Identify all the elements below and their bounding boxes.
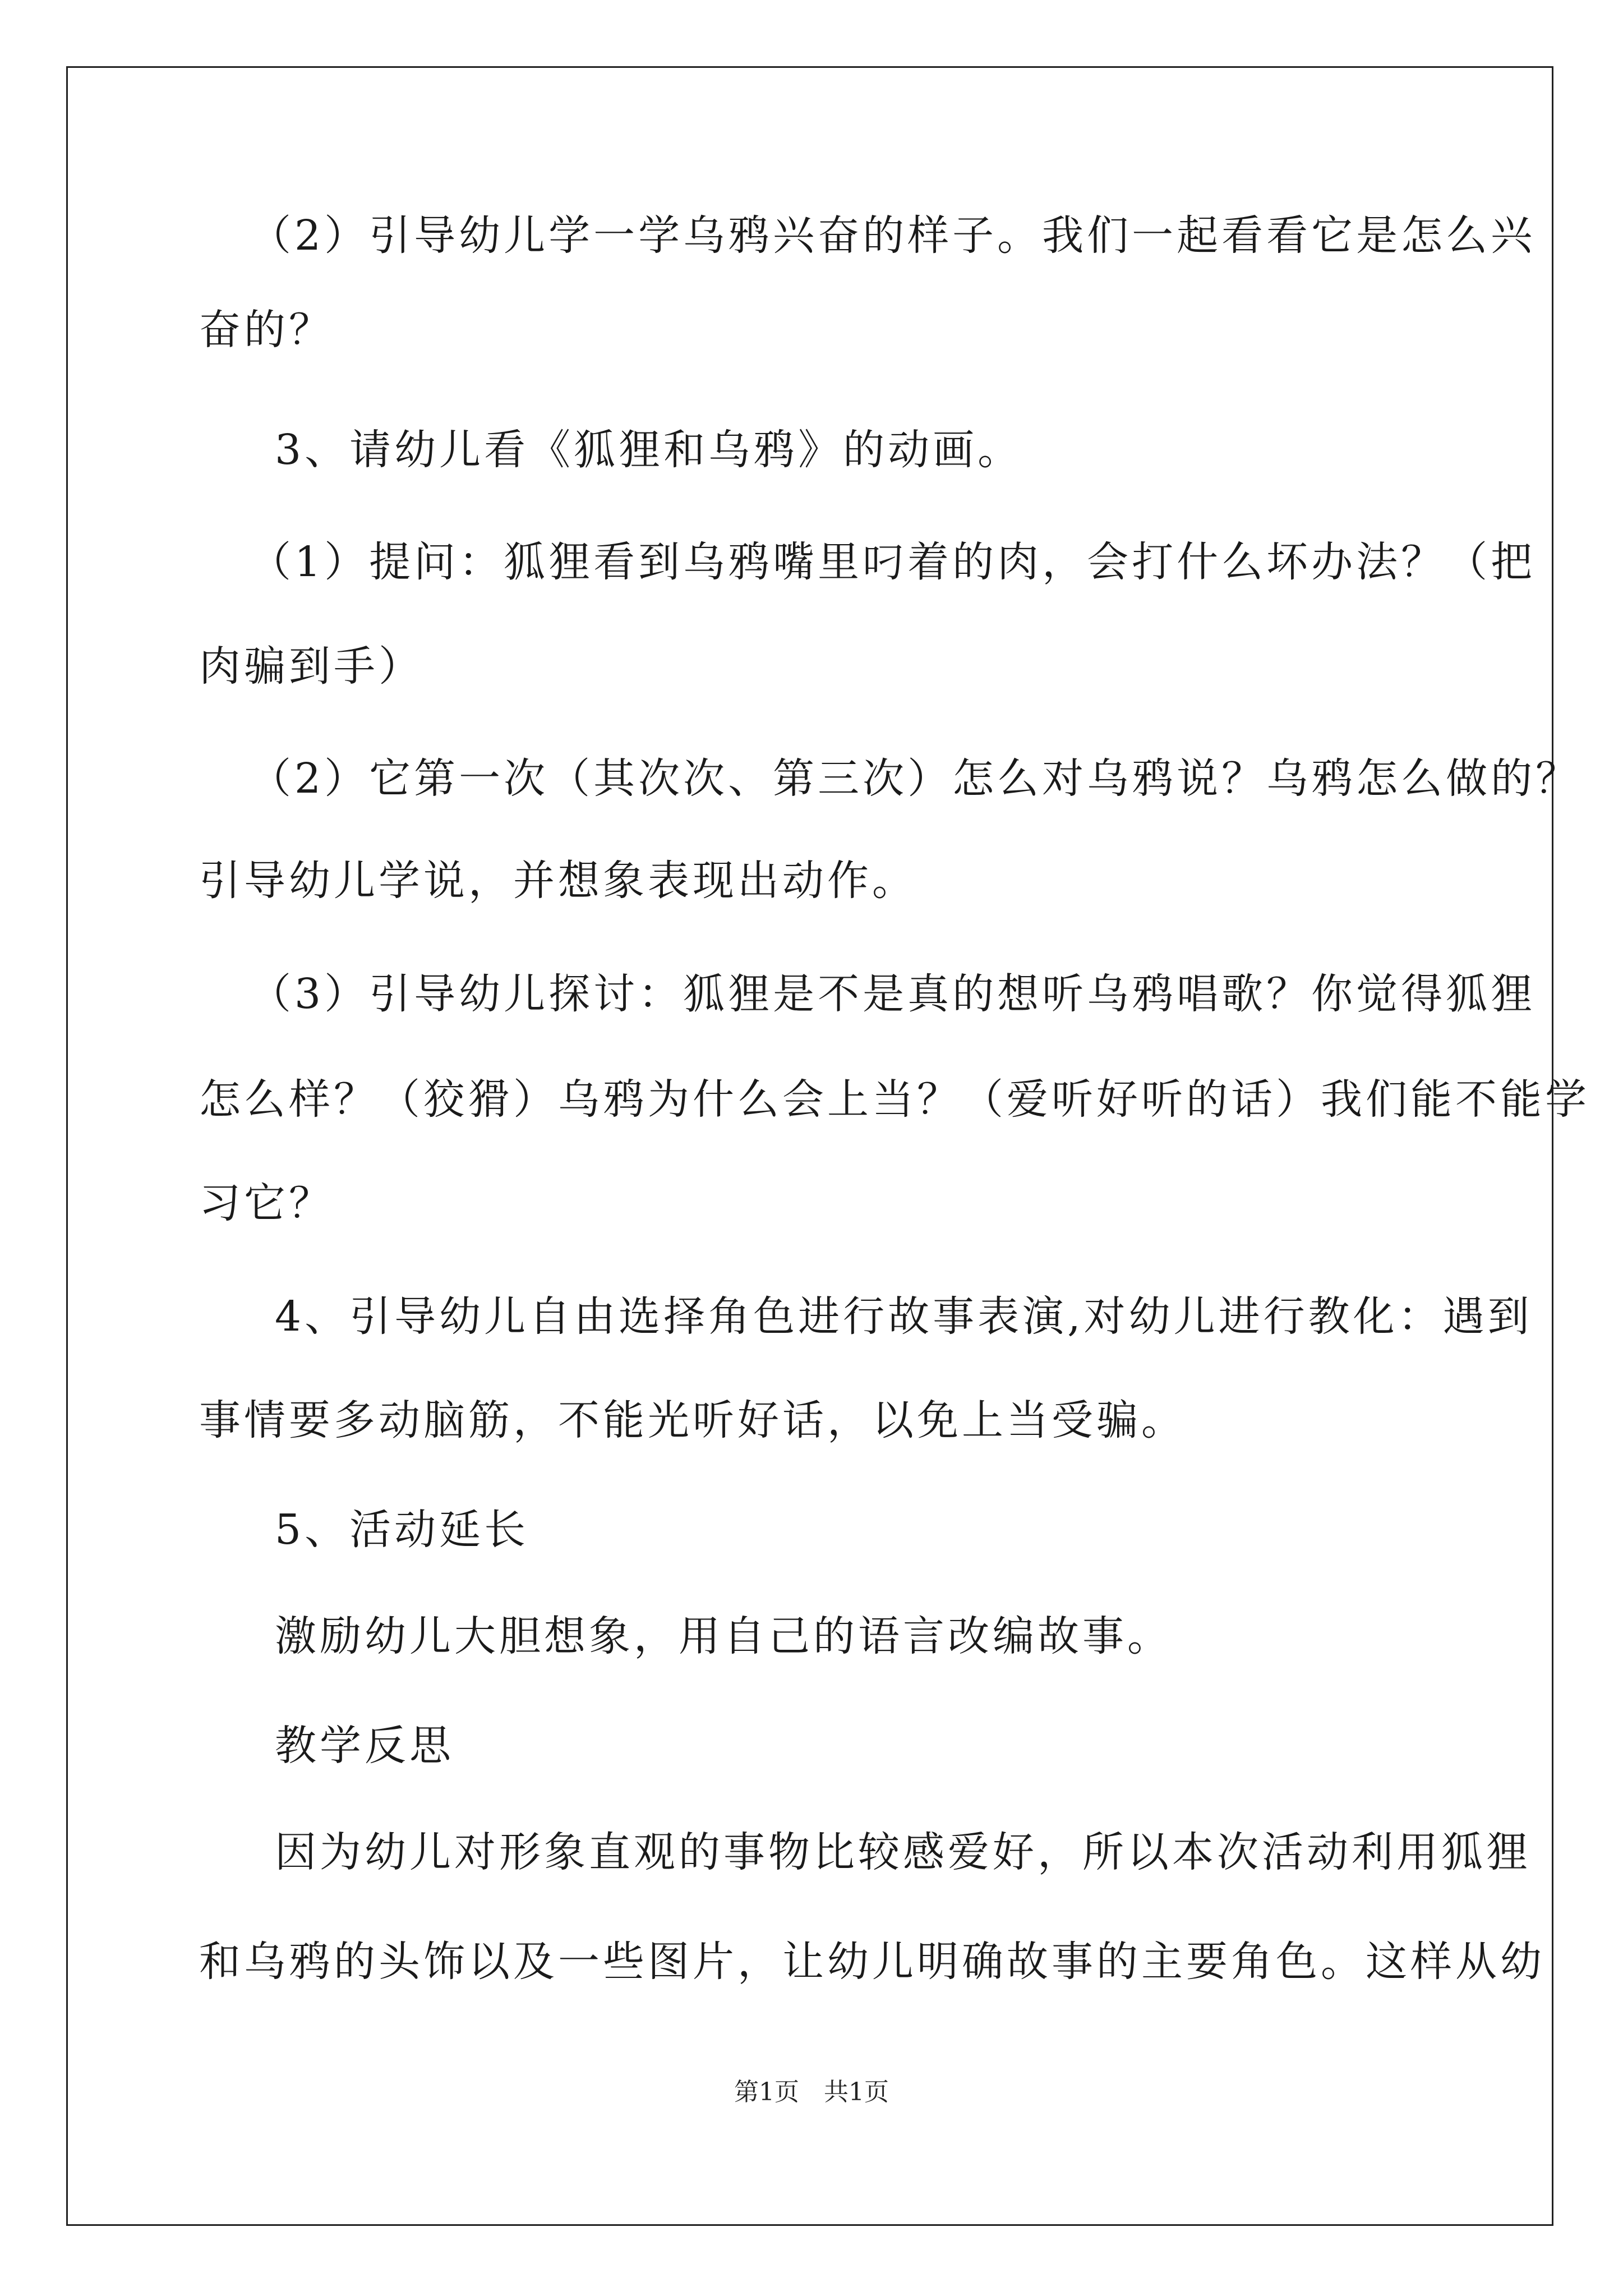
text-line: 怎么样？（狡猾）乌鸦为什么会上当？（爱听好听的话）我们能不能学	[199, 1075, 1590, 1124]
text-line: 教学反思	[275, 1722, 454, 1770]
page-border	[66, 66, 1553, 2226]
page-number-footer: 第1页 共1页	[734, 2078, 889, 2106]
text-line: 3、请幼儿看《狐狸和乌鸦》的动画。	[275, 426, 1023, 474]
text-line: （2）引导幼儿学一学乌鸦兴奋的样子。我们一起看看它是怎么兴	[250, 211, 1536, 260]
text-line: 因为幼儿对形象直观的事物比较感爱好，所以本次活动利用狐狸	[275, 1828, 1531, 1876]
text-line: 4、引导幼儿自由选择角色进行故事表演,对幼儿进行教化：遇到	[275, 1292, 1533, 1341]
text-line: 引导幼儿学说，并想象表现出动作。	[199, 857, 917, 905]
text-line: 5、活动延长	[275, 1506, 529, 1554]
text-line: （2）它第一次（其次次、第三次）怎么对乌鸦说？乌鸦怎么做的？	[250, 754, 1581, 803]
text-line: 事情要多动脑筋，不能光听好话，以免上当受骗。	[199, 1396, 1186, 1444]
text-line: 肉骗到手）	[199, 642, 423, 691]
text-line: （3）引导幼儿探讨：狐狸是不是真的想听乌鸦唱歌？你觉得狐狸	[250, 970, 1536, 1018]
text-line: 奋的？	[199, 306, 334, 354]
text-line: 习它？	[199, 1179, 334, 1227]
text-line: 和乌鸦的头饰以及一些图片，让幼儿明确故事的主要角色。这样从幼	[199, 1938, 1545, 1986]
text-line: 激励幼儿大胆想象，用自己的语言改编故事。	[275, 1612, 1172, 1660]
text-line: （1）提问：狐狸看到乌鸦嘴里叼着的肉，会打什么坏办法？（把	[250, 538, 1536, 586]
